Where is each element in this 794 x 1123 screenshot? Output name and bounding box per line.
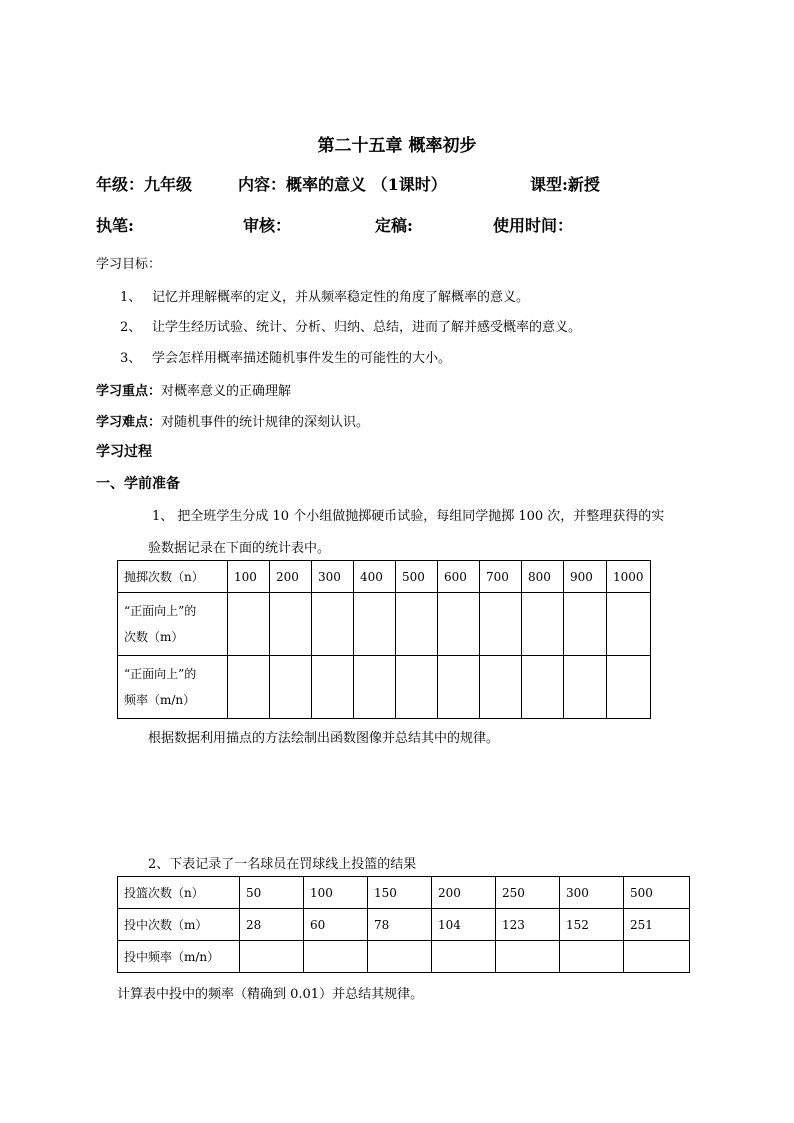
table-cell[interactable]	[496, 941, 560, 973]
table-cell[interactable]	[312, 656, 354, 719]
table-cell: 28	[240, 909, 304, 941]
table-cell: 251	[624, 909, 690, 941]
goal-text: 记忆并理解概率的定义，并从频率稳定性的角度了解概率的意义。	[152, 290, 530, 305]
finalizer-label: 定稿:	[375, 216, 413, 235]
lesson-type-info: 课型:新授	[530, 175, 600, 194]
goal-text: 学会怎样用概率描述随机事件发生的可能性的大小。	[152, 351, 452, 366]
table-cell: 100	[228, 561, 270, 593]
table-cell: 200	[270, 561, 312, 593]
table-row	[118, 877, 690, 909]
table-cell: 600	[438, 561, 480, 593]
table-cell: 500	[624, 877, 690, 909]
q2-intro: 2、下表记录了一名球员在罚球线上投篮的结果	[148, 857, 417, 872]
table-cell[interactable]	[354, 593, 396, 656]
table-cell: 1000	[607, 561, 651, 593]
page-title: 第二十五章 概率初步	[317, 136, 477, 156]
key-point	[96, 380, 291, 399]
row-label	[118, 656, 228, 719]
table-cell[interactable]	[607, 656, 651, 719]
grade-info: 年级：九年级	[96, 175, 193, 194]
table-row	[118, 656, 651, 719]
goal-number: 2、	[120, 320, 142, 335]
q1-line1: 1、 把全班学生分成 10 个小组做抛掷硬币试验，每组同学抛掷 100 次，并整理获得的实	[152, 509, 665, 524]
table-cell[interactable]	[240, 941, 304, 973]
use-time-label: 使用时间：	[493, 216, 574, 235]
table-cell: 60	[304, 909, 368, 941]
process-heading: 学习过程	[96, 444, 152, 460]
section1-heading: 一、学前准备	[96, 476, 180, 492]
goal-text: 让学生经历试验、统计、分析、归纳、总结，进而了解并感受概率的意义。	[152, 320, 582, 335]
row-label: 投中次数（m）	[118, 909, 240, 941]
table-cell[interactable]	[624, 941, 690, 973]
table-cell: 150	[368, 877, 432, 909]
table-cell: 900	[564, 561, 607, 593]
table-cell[interactable]	[396, 593, 438, 656]
table-cell[interactable]	[368, 941, 432, 973]
table-cell: 123	[496, 909, 560, 941]
table-cell: 78	[368, 909, 432, 941]
table-cell[interactable]	[270, 593, 312, 656]
table-cell[interactable]	[480, 593, 522, 656]
table-cell[interactable]	[438, 656, 480, 719]
row-label: 投中频率（m/n）	[118, 941, 240, 973]
table-cell[interactable]	[564, 593, 607, 656]
table-row	[118, 941, 690, 973]
table-cell: 200	[432, 877, 496, 909]
table-cell: 104	[432, 909, 496, 941]
table-row	[118, 909, 690, 941]
reviewer-label: 审核：	[243, 216, 292, 235]
table-cell: 250	[496, 877, 560, 909]
row-label-line: 次数（m）	[124, 630, 184, 644]
difficulty	[96, 411, 369, 430]
table-cell[interactable]	[480, 656, 522, 719]
table-cell: 300	[312, 561, 354, 593]
coin-toss-table	[117, 560, 651, 719]
table-cell[interactable]	[564, 656, 607, 719]
goal-number: 3、	[120, 351, 142, 366]
table-row	[118, 561, 651, 593]
q1-line2: 验数据记录在下面的统计表中。	[148, 541, 331, 556]
table-cell: 152	[560, 909, 624, 941]
table-row	[118, 593, 651, 656]
table-cell: 800	[522, 561, 564, 593]
difficulty-label: 学习难点：	[96, 415, 162, 430]
table-cell[interactable]	[522, 593, 564, 656]
goal-number: 1、	[120, 290, 142, 305]
table-cell[interactable]	[438, 593, 480, 656]
row-label-line: “正面向上”的	[124, 667, 197, 681]
table-cell[interactable]	[312, 593, 354, 656]
free-throw-table	[117, 876, 690, 973]
row-label-line: 频率（m/n）	[124, 693, 196, 707]
table-cell: 50	[240, 877, 304, 909]
table-cell[interactable]	[607, 593, 651, 656]
table-cell: 400	[354, 561, 396, 593]
table-cell[interactable]	[560, 941, 624, 973]
row-label	[118, 593, 228, 656]
table-cell[interactable]	[432, 941, 496, 973]
row-label: 抛掷次数（n）	[118, 561, 228, 593]
table-cell: 500	[396, 561, 438, 593]
table-cell[interactable]	[270, 656, 312, 719]
writer-label: 执笔:	[96, 216, 134, 235]
table-cell[interactable]	[304, 941, 368, 973]
row-label: 投篮次数（n）	[118, 877, 240, 909]
table-cell: 300	[560, 877, 624, 909]
q1-after-text: 根据数据利用描点的方法绘制出函数图像并总结其中的规律。	[148, 731, 500, 746]
table-cell: 700	[480, 561, 522, 593]
q2-after-text: 计算表中投中的频率（精确到 0.01）并总结其规律。	[117, 987, 424, 1002]
table-cell: 100	[304, 877, 368, 909]
table-cell[interactable]	[396, 656, 438, 719]
table-cell[interactable]	[522, 656, 564, 719]
key-point-text: 对概率意义的正确理解	[161, 384, 292, 399]
content-info: 内容：概率的意义 （1课时）	[238, 175, 447, 194]
table-cell[interactable]	[228, 593, 270, 656]
key-point-label: 学习重点：	[96, 384, 162, 399]
table-cell[interactable]	[354, 656, 396, 719]
goals-heading: 学习目标：	[96, 257, 162, 272]
row-label-line: “正面向上”的	[124, 604, 197, 618]
difficulty-text: 对随机事件的统计规律的深刻认识。	[161, 415, 370, 430]
table-cell[interactable]	[228, 656, 270, 719]
